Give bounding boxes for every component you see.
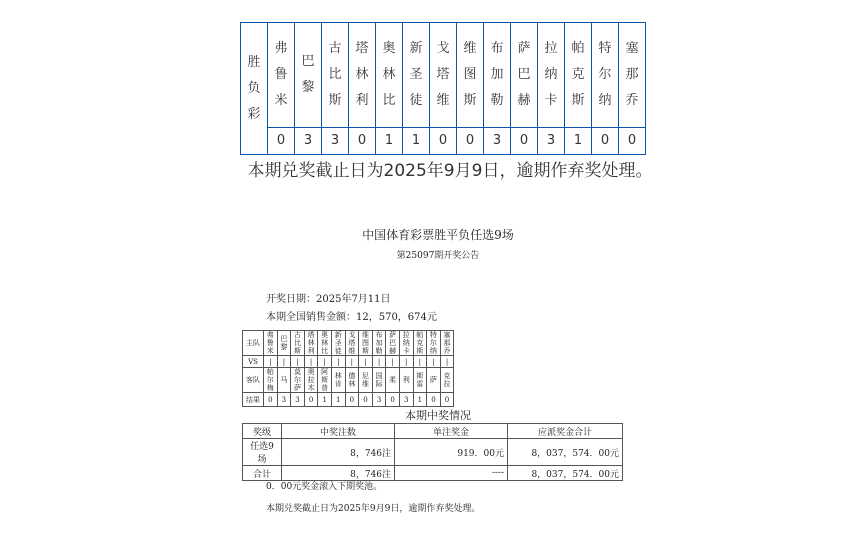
prize-header-row <box>243 424 623 439</box>
vs-cell: | <box>318 356 332 368</box>
result-cell: 3 <box>295 128 322 155</box>
home-team-cell: 弗鲁米 <box>264 331 278 356</box>
home-team-cell: 帕克斯 <box>413 331 427 356</box>
match-result-cell: 0 <box>345 393 359 407</box>
team-name: 古比斯 <box>328 41 342 108</box>
draw-date: 开奖日期：2025年7月11日 <box>266 294 391 305</box>
team-name: 特尔纳 <box>598 41 612 108</box>
team-name: 帕克斯 <box>571 41 585 108</box>
prize-cell: 合计 <box>243 466 282 481</box>
prize-cell: 8，037，574．00元 <box>508 466 623 481</box>
team-cell <box>619 23 646 128</box>
match-result-row <box>243 393 454 407</box>
match-result-cell: 3 <box>399 393 413 407</box>
home-team-cell: 巴黎 <box>277 331 291 356</box>
away-team-cell: 利 <box>399 368 413 393</box>
prize-table <box>242 423 623 481</box>
home-team-cell: 特尔纳 <box>427 331 441 356</box>
away-team-cell: 奥拉木 <box>304 368 318 393</box>
match-table <box>242 330 454 407</box>
vs-row <box>243 356 454 368</box>
away-team-cell: 德林 <box>345 368 359 393</box>
vs-cell: | <box>427 356 441 368</box>
home-team-cell: 拉纳卡 <box>399 331 413 356</box>
sales-amount: 本期全国销售金额：12，570，674元 <box>266 312 437 323</box>
home-team-cell: 塞那乔 <box>440 331 454 356</box>
team-cell <box>268 23 295 128</box>
home-team-cell: 萨巴赫 <box>386 331 400 356</box>
team-name: 巴黎 <box>301 54 315 95</box>
match-result-cell: 1 <box>331 393 345 407</box>
home-label: 主队 <box>243 331 264 356</box>
team-cell <box>295 23 322 128</box>
team-name: 塔林利 <box>355 41 369 108</box>
away-team-cell: 马 <box>277 368 291 393</box>
team-name: 奥林比 <box>382 41 396 108</box>
team-name: 新圣徒 <box>409 41 423 108</box>
vs-cell: | <box>304 356 318 368</box>
vs-cell: | <box>359 356 373 368</box>
away-team-cell: 林肯 <box>331 368 345 393</box>
result-cell: 0 <box>592 128 619 155</box>
home-team-cell: 古比斯 <box>291 331 305 356</box>
result-cell: 3 <box>322 128 349 155</box>
team-cell <box>403 23 430 128</box>
vs-cell: | <box>440 356 454 368</box>
team-name: 萨巴赫 <box>517 41 531 108</box>
vs-cell: | <box>331 356 345 368</box>
team-cell <box>376 23 403 128</box>
away-team-cell: 萨 <box>427 368 441 393</box>
prize-cell: 任选9场 <box>243 439 282 466</box>
vs-cell: | <box>399 356 413 368</box>
vs-cell: | <box>413 356 427 368</box>
home-team-cell: 塔林利 <box>304 331 318 356</box>
result-cell: 0 <box>619 128 646 155</box>
team-cell <box>565 23 592 128</box>
match-result-cell: 0 <box>304 393 318 407</box>
home-team-cell: 戈塔维 <box>345 331 359 356</box>
announcement-document <box>228 218 648 538</box>
vs-cell: | <box>386 356 400 368</box>
prize-header-cell: 应派奖金合计 <box>508 424 623 439</box>
result-cell: 3 <box>538 128 565 155</box>
away-team-cell: 斯雷 <box>413 368 427 393</box>
match-result-cell: 3 <box>277 393 291 407</box>
prize-cell: 8，746注 <box>282 466 395 481</box>
result-row <box>241 128 646 155</box>
home-team-cell: 布加勒 <box>372 331 386 356</box>
result-cell: 0 <box>511 128 538 155</box>
away-team-cell: 尼维 <box>359 368 373 393</box>
vs-cell: | <box>264 356 278 368</box>
away-team-cell: 柔 <box>386 368 400 393</box>
away-team-cell: 阿斯普 <box>318 368 332 393</box>
result-cell: 1 <box>403 128 430 155</box>
prize-header-cell: 中奖注数 <box>282 424 395 439</box>
prize-section-title: 本期中奖情况 <box>405 409 471 422</box>
vs-cell: | <box>372 356 386 368</box>
result-cell: 1 <box>376 128 403 155</box>
match-result-cell: 1 <box>318 393 332 407</box>
match-result-cell: 0 <box>427 393 441 407</box>
team-name: 布加勒 <box>490 41 504 108</box>
result-cell: 0 <box>349 128 376 155</box>
team-cell <box>484 23 511 128</box>
vs-label: VS <box>243 356 264 368</box>
result-cell: 1 <box>565 128 592 155</box>
prize-cell: 919．00元 <box>395 439 508 466</box>
team-cell <box>457 23 484 128</box>
match-result-cell: 0 <box>264 393 278 407</box>
team-name: 拉纳卡 <box>544 41 558 108</box>
team-name: 塞那乔 <box>625 41 639 108</box>
prize-header-cell: 奖级 <box>243 424 282 439</box>
lottery-type-label <box>241 23 268 155</box>
team-cell <box>592 23 619 128</box>
deadline-notice: 本期兑奖截止日为2025年9月9日，逾期作弃奖处理。 <box>247 161 653 181</box>
away-label: 客队 <box>243 368 264 393</box>
match-result-cell: 3 <box>291 393 305 407</box>
team-cell <box>538 23 565 128</box>
team-cell <box>349 23 376 128</box>
prize-row <box>243 439 623 466</box>
team-cell <box>511 23 538 128</box>
result-label: 结果 <box>243 393 264 407</box>
result-cell: 3 <box>484 128 511 155</box>
result-cell: 0 <box>268 128 295 155</box>
away-team-cell: 帕尔梅 <box>264 368 278 393</box>
result-cell: 0 <box>457 128 484 155</box>
prize-cell: 8，746注 <box>282 439 395 466</box>
match-result-cell: 3 <box>372 393 386 407</box>
team-name: 戈塔维 <box>436 41 450 108</box>
home-team-cell: 维图斯 <box>359 331 373 356</box>
document-title: 中国体育彩票胜平负任选9场 <box>362 228 514 242</box>
vs-cell: | <box>345 356 359 368</box>
team-cell <box>322 23 349 128</box>
lottery-type-text: 胜负彩 <box>247 54 261 122</box>
team-cell <box>430 23 457 128</box>
prize-header-cell: 单注奖金 <box>395 424 508 439</box>
home-team-cell: 新圣徒 <box>331 331 345 356</box>
rollover-note: 0．00元奖金滚入下期奖池。 <box>266 482 383 492</box>
prize-cell: 8，037，574．00元 <box>508 439 623 466</box>
vs-cell: | <box>291 356 305 368</box>
team-name: 维图斯 <box>463 41 477 108</box>
match-result-cell: 0 <box>386 393 400 407</box>
match-result-cell: 0 <box>359 393 373 407</box>
result-cell: 0 <box>430 128 457 155</box>
home-team-row <box>243 331 454 356</box>
away-team-row <box>243 368 454 393</box>
team-name: 弗鲁米 <box>274 41 288 108</box>
deadline-note: 本期兑奖截止日为2025年9月9日，逾期作弃奖处理。 <box>266 504 481 514</box>
team-row <box>241 23 646 128</box>
prize-cell: ---- <box>395 466 508 481</box>
document-subtitle: 第25097期开奖公告 <box>396 251 480 261</box>
vs-cell: | <box>277 356 291 368</box>
result-summary-table <box>240 22 646 155</box>
away-team-cell: 克拉 <box>440 368 454 393</box>
away-team-cell: 国际 <box>372 368 386 393</box>
match-result-cell: 1 <box>413 393 427 407</box>
match-result-cell: 0 <box>440 393 454 407</box>
away-team-cell: 莫尔萨 <box>291 368 305 393</box>
home-team-cell: 奥林比 <box>318 331 332 356</box>
